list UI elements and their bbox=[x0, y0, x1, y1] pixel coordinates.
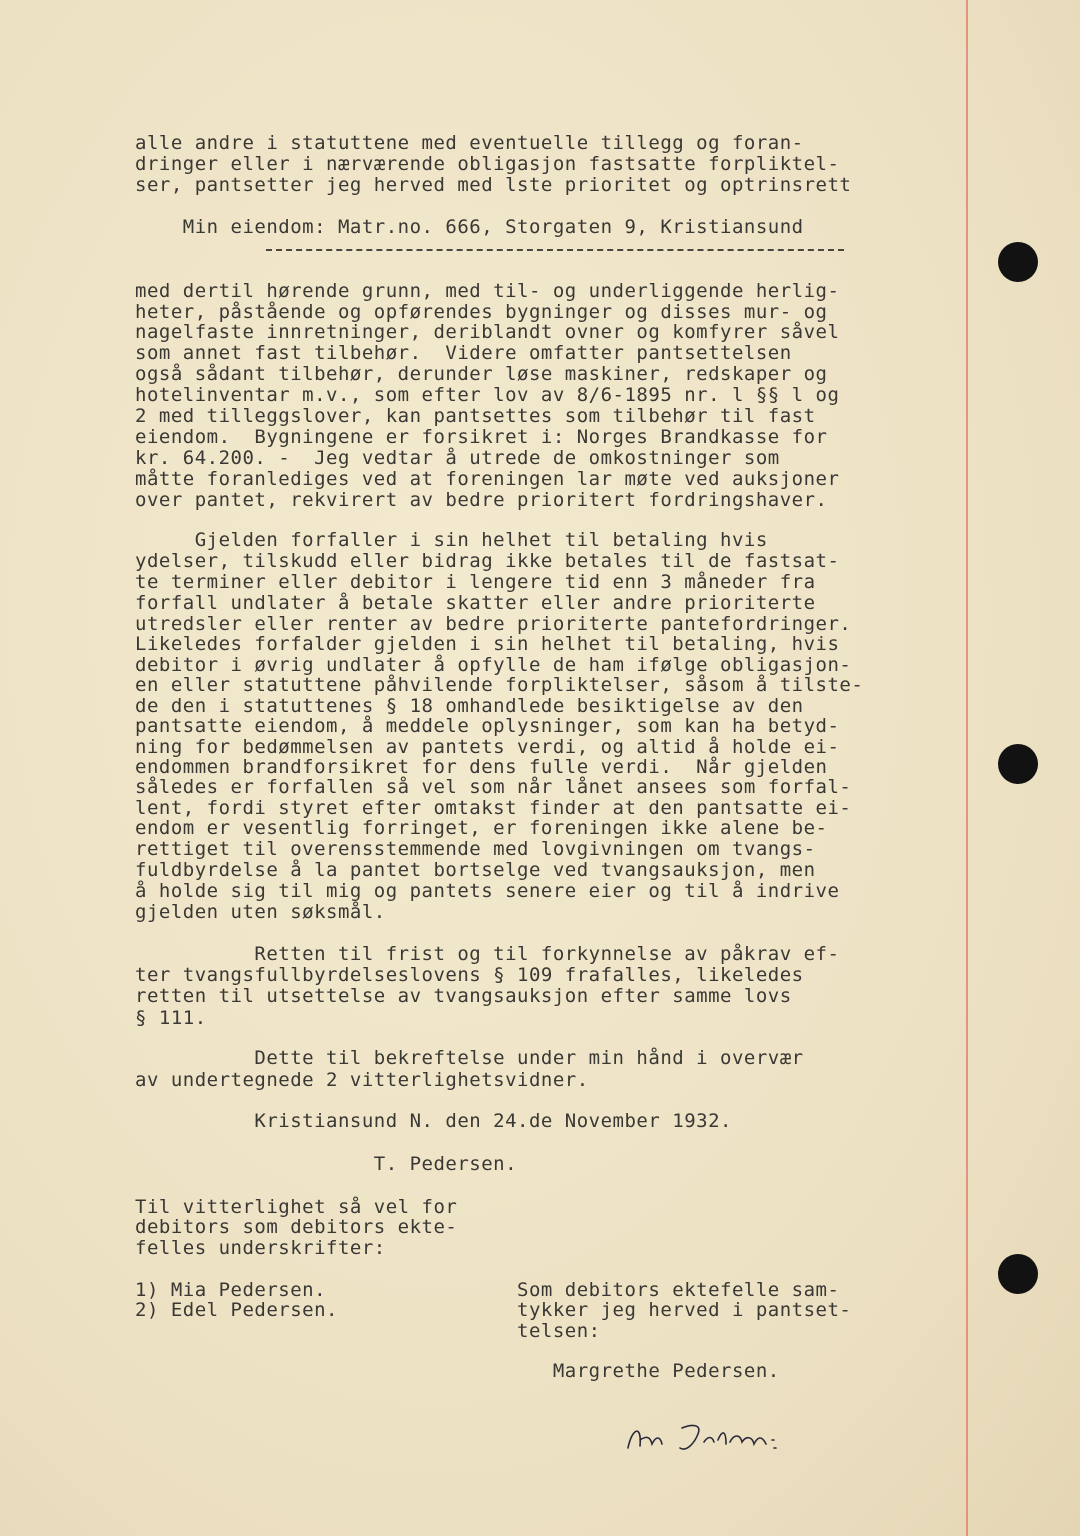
text-line: Likeledes forfalder gjelden i sin helhet til betaling, hvis bbox=[135, 633, 840, 655]
text-line: utredsler eller renter av bedre prioriterte pantefordringer. bbox=[135, 613, 852, 635]
text-line: kr. 64.200. - Jeg vedtar å utrede de omkostninger som bbox=[135, 447, 780, 469]
text-line: 2 med tilleggslover, kan pantsettes som tilbehør til fast bbox=[135, 405, 816, 427]
handwritten-signature bbox=[622, 1418, 842, 1458]
text-line: med dertil hørende grunn, med til- og underliggende herlig- bbox=[135, 280, 840, 302]
witness-line: 1) Mia Pedersen. Som debitors ektefelle sam- bbox=[135, 1279, 840, 1301]
debtor-signature: T. Pedersen. bbox=[135, 1153, 518, 1175]
text-line: alle andre i statuttene med eventuelle tillegg og foran- bbox=[135, 132, 804, 154]
text-line: Dette til bekreftelse under min hånd i overvær bbox=[135, 1047, 804, 1069]
text-line: ter tvangsfullbyrdelseslovens § 109 frafalles, likeledes bbox=[135, 964, 804, 986]
text-line: heter, påstående og opførendes bygninger og disses mur- og bbox=[135, 301, 828, 323]
punch-hole-icon bbox=[998, 242, 1038, 282]
text-line: § 111. bbox=[135, 1007, 207, 1029]
witness-heading: debitors som debitors ekte- bbox=[135, 1216, 458, 1238]
text-line: hotelinventar m.v., som efter lov av 8/6-1895 nr. l §§ l og bbox=[135, 384, 840, 406]
text-line: en eller statuttene påhvilende forpliktelser, såsom å tilste- bbox=[135, 674, 864, 696]
punch-hole-icon bbox=[998, 1254, 1038, 1294]
text-line: også sådant tilbehør, derunder løse maskiner, redskaper og bbox=[135, 363, 828, 385]
text-line: fuldbyrdelse å la pantet bortselge ved tvangsauksjon, men bbox=[135, 859, 816, 881]
text-line: lent, fordi styret efter omtakst finder at den pantsatte ei- bbox=[135, 797, 852, 819]
red-margin-line bbox=[966, 0, 968, 1536]
punch-hole-icon bbox=[998, 744, 1038, 784]
spouse-signature: Margrethe Pedersen. bbox=[135, 1360, 780, 1382]
witness-line: 2) Edel Pedersen. tykker jeg herved i pantset- bbox=[135, 1299, 852, 1321]
text-line: pantsatte eiendom, å meddele oplysninger, som kan ha betyd- bbox=[135, 715, 840, 737]
date-line: Kristiansund N. den 24.de November 1932. bbox=[135, 1110, 732, 1132]
text-line: dringer eller i nærværende obligasjon fastsatte forpliktel- bbox=[135, 153, 840, 175]
text-line: således er forfallen så vel som når lånet ansees som forfal- bbox=[135, 776, 852, 798]
text-line: endom er vesentlig forringet, er foreningen ikke alene be- bbox=[135, 817, 828, 839]
text-line: måtte foranlediges ved at foreningen lar møte ved auksjoner bbox=[135, 468, 840, 490]
text-line: nagelfaste innretninger, deriblandt ovner og komfyrer såvel bbox=[135, 321, 840, 343]
text-line: gjelden uten søksmål. bbox=[135, 901, 386, 923]
text-line: de den i statuttenes § 18 omhandlede besiktigelse av den bbox=[135, 695, 804, 717]
text-line: debitor i øvrig undlater å opfylle de ham ifølge obligasjon- bbox=[135, 654, 852, 676]
text-line: ning for bedømmelsen av pantets verdi, og altid å holde ei- bbox=[135, 736, 840, 758]
property-line: Min eiendom: Matr.no. 666, Storgaten 9, Kristiansund bbox=[135, 216, 804, 238]
witness-heading: felles underskrifter: bbox=[135, 1237, 386, 1259]
text-line: over pantet, rekvirert av bedre prioritert fordringshaver. bbox=[135, 489, 828, 511]
underline-dashes bbox=[266, 249, 844, 251]
text-line: forfall undlater å betale skatter eller andre prioriterte bbox=[135, 592, 816, 614]
text-line: ser, pantsetter jeg herved med lste prioritet og optrinsrett bbox=[135, 174, 852, 196]
text-line: Retten til frist og til forkynnelse av påkrav ef- bbox=[135, 943, 840, 965]
text-line: ydelser, tilskudd eller bidrag ikke betales til de fastsat- bbox=[135, 550, 840, 572]
text-line: som annet fast tilbehør. Videre omfatter pantsettelsen bbox=[135, 342, 792, 364]
text-line: Gjelden forfaller i sin helhet til betaling hvis bbox=[135, 529, 768, 551]
text-line: rettiget til overensstemmende med lovgivningen om tvangs- bbox=[135, 838, 816, 860]
witness-heading: Til vitterlighet så vel for bbox=[135, 1196, 458, 1218]
text-line: å holde sig til mig og pantets senere eier og til å indrive bbox=[135, 880, 840, 902]
text-line: endommen brandforsikret for dens fulle verdi. Når gjelden bbox=[135, 756, 828, 778]
text-line: eiendom. Bygningene er forsikret i: Norges Brandkasse for bbox=[135, 426, 828, 448]
consent-line: telsen: bbox=[135, 1320, 601, 1342]
text-line: te terminer eller debitor i lengere tid enn 3 måneder fra bbox=[135, 571, 816, 593]
text-line: av undertegnede 2 vitterlighetsvidner. bbox=[135, 1069, 589, 1091]
text-line: retten til utsettelse av tvangsauksjon efter samme lovs bbox=[135, 985, 792, 1007]
